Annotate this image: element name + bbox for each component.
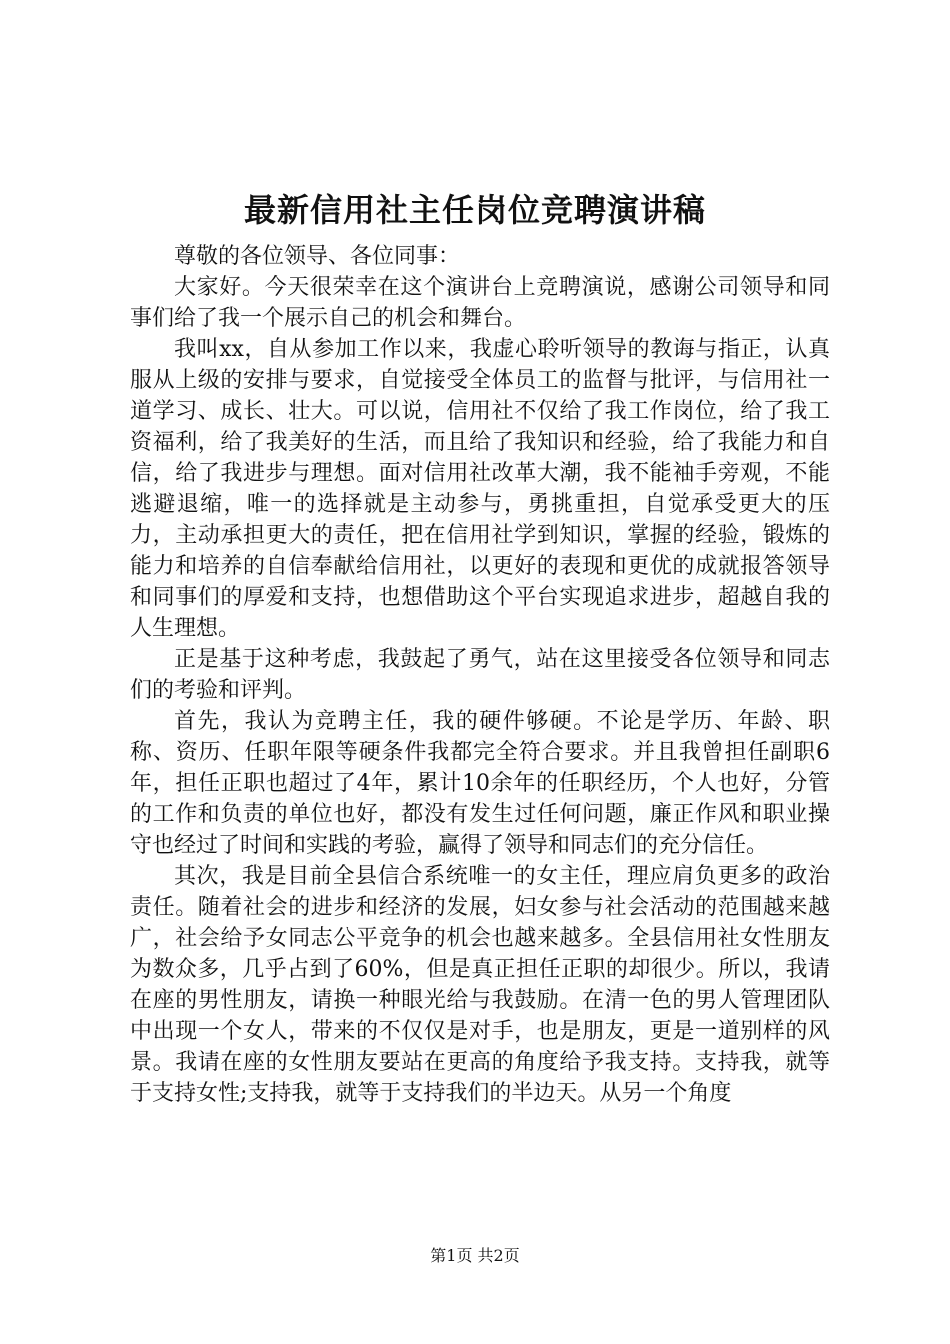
page-number-footer: 第1页 共2页	[430, 1246, 520, 1265]
document-body	[130, 241, 830, 1109]
paragraph-qualifications: 首先，我认为竞聘主任，我的硬件够硬。不论是学历、年龄、职称、资历、任职年限等硬条件我都完全符合要求。并且我曾担任副职6年，担任正职也超过了4年，累计10余年的任职经历，个人也好，分管的工作和负责的单位也好，都没有发生过任何问题，廉正作风和职业操守也经过了时间和实践的考验，赢得了领导和同志们的充分信任。	[130, 709, 830, 858]
paragraph-greeting: 大家好。今天很荣幸在这个演讲台上竞聘演说，感谢公司领导和同事们给了我一个展示自己的机会和舞台。	[130, 275, 830, 331]
paragraph-salutation: 尊敬的各位领导、各位同事：	[174, 244, 461, 269]
paragraph-introduction: 我叫xx，自从参加工作以来，我虚心聆听领导的教诲与指正，认真服从上级的安排与要求，自觉接受全体员工的监督与批评，与信用社一道学习、成长、壮大。可以说，信用社不仅给了我工作岗位，给了我工资福利，给了我美好的生活，而且给了我知识和经验，给了我能力和自信，给了我进步与理想。面对信用社改革大潮，我不能袖手旁观，不能逃避退缩，唯一的选择就是主动参与，勇挑重担，自觉承受更大的压力，主动承担更大的责任，把在信用社学到知识，掌握的经验，锻炼的能力和培养的自信奉献给信用社，以更好的表现和更优的成就报答领导和同事们的厚爱和支持，也想借助这个平台实现追求进步，超越自我的人生理想。	[130, 337, 830, 641]
paragraph-motivation: 正是基于这种考虑，我鼓起了勇气，站在这里接受各位领导和同志们的考验和评判。	[130, 647, 830, 703]
paragraph-responsibility: 其次，我是目前全县信合系统唯一的女主任，理应肩负更多的政治责任。随着社会的进步和经济的发展，妇女参与社会活动的范围越来越广，社会给予女同志公平竞争的机会也越来越多。全县信用社女性朋友为数众多，几乎占到了60%，但是真正担任正职的却很少。所以，我请在座的男性朋友，请换一种眼光给与我鼓励。在清一色的男人管理团队中出现一个女人，带来的不仅仅是对手，也是朋友，更是一道别样的风景。我请在座的女性朋友要站在更高的角度给予我支持。支持我，就等于支持女性;支持我，就等于支持我们的半边天。从另一个角度	[130, 864, 830, 1106]
document-title: 最新信用社主任岗位竞聘演讲稿	[243, 191, 706, 229]
